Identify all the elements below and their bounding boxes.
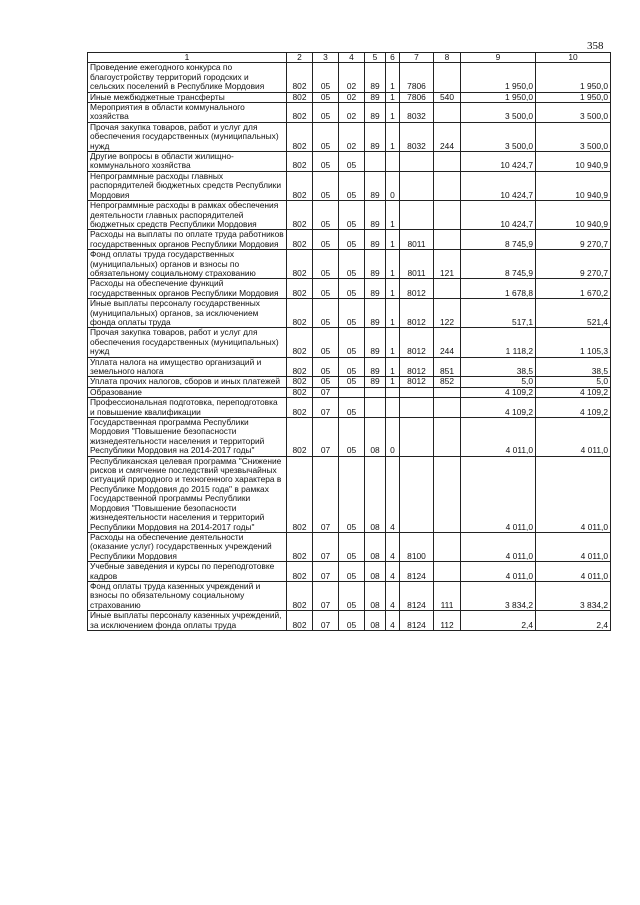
table-row: [88, 387, 611, 397]
table-row: [88, 299, 611, 328]
subsection-code-cell: 05: [339, 279, 365, 299]
amount-year-2-cell: 10 940,9: [536, 171, 611, 200]
table-row: [88, 103, 611, 123]
ministry-code-cell: 802: [287, 387, 313, 397]
expense-type-code-cell: [434, 201, 461, 230]
table-row: [88, 279, 611, 299]
ministry-code-cell: 802: [287, 398, 313, 418]
expense-type-code-cell: [434, 103, 461, 123]
program-code-cell: 89: [365, 122, 386, 151]
expense-name-cell: Расходы на обеспечение деятельности (оказание услуг) государственных учреждений Республики Мордовия: [88, 532, 287, 561]
amount-year-2-cell: 4 109,2: [536, 387, 611, 397]
direction-code-cell: [400, 171, 434, 200]
amount-year-2-cell: 9 270,7: [536, 230, 611, 250]
ministry-code-cell: 802: [287, 611, 313, 631]
direction-code-cell: 8012: [400, 377, 434, 387]
subsection-code-cell: 02: [339, 122, 365, 151]
column-header: 2: [287, 53, 313, 63]
amount-year-2-cell: 4 011,0: [536, 562, 611, 582]
amount-year-1-cell: 517,1: [461, 299, 536, 328]
amount-year-1-cell: 1 950,0: [461, 63, 536, 92]
table-row: [88, 328, 611, 357]
subsection-code-cell: 05: [339, 171, 365, 200]
section-code-cell: 07: [313, 387, 339, 397]
direction-code-cell: 8032: [400, 103, 434, 123]
direction-code-cell: 8124: [400, 562, 434, 582]
expense-type-code-cell: [434, 387, 461, 397]
subsection-code-cell: 02: [339, 92, 365, 102]
direction-code-cell: 8012: [400, 299, 434, 328]
ministry-code-cell: 802: [287, 122, 313, 151]
subprogram-code-cell: 1: [386, 357, 400, 377]
ministry-code-cell: 802: [287, 328, 313, 357]
amount-year-2-cell: 1 950,0: [536, 92, 611, 102]
ministry-code-cell: 802: [287, 92, 313, 102]
expense-type-code-cell: [434, 562, 461, 582]
section-code-cell: 07: [313, 562, 339, 582]
amount-year-2-cell: 4 109,2: [536, 398, 611, 418]
direction-code-cell: 7806: [400, 92, 434, 102]
expense-name-cell: Иные выплаты персоналу государственных (муниципальных) органов, за исключением фонда оплаты труда: [88, 299, 287, 328]
program-code-cell: [365, 152, 386, 172]
section-code-cell: 05: [313, 377, 339, 387]
program-code-cell: 89: [365, 299, 386, 328]
program-code-cell: 08: [365, 581, 386, 610]
subsection-code-cell: 05: [339, 299, 365, 328]
section-code-cell: 07: [313, 581, 339, 610]
expense-type-code-cell: 851: [434, 357, 461, 377]
direction-code-cell: 7806: [400, 63, 434, 92]
subprogram-code-cell: 4: [386, 611, 400, 631]
expense-name-cell: Прочая закупка товаров, работ и услуг для обеспечения государственных (муниципальных) нужд: [88, 122, 287, 151]
program-code-cell: [365, 387, 386, 397]
subsection-code-cell: 05: [339, 357, 365, 377]
subprogram-code-cell: 1: [386, 328, 400, 357]
expense-type-code-cell: [434, 63, 461, 92]
amount-year-2-cell: 1 950,0: [536, 63, 611, 92]
subprogram-code-cell: [386, 398, 400, 418]
direction-code-cell: [400, 152, 434, 172]
program-code-cell: 08: [365, 456, 386, 532]
program-code-cell: 08: [365, 611, 386, 631]
section-code-cell: 05: [313, 152, 339, 172]
subprogram-code-cell: 1: [386, 230, 400, 250]
column-header: 5: [365, 53, 386, 63]
section-code-cell: 05: [313, 357, 339, 377]
amount-year-1-cell: 1 678,8: [461, 279, 536, 299]
subprogram-code-cell: 1: [386, 63, 400, 92]
budget-table: [87, 52, 611, 631]
program-code-cell: 89: [365, 377, 386, 387]
ministry-code-cell: 802: [287, 377, 313, 387]
subsection-code-cell: 05: [339, 377, 365, 387]
section-code-cell: 05: [313, 171, 339, 200]
section-code-cell: 07: [313, 611, 339, 631]
direction-code-cell: 8012: [400, 357, 434, 377]
amount-year-2-cell: 10 940,9: [536, 201, 611, 230]
subprogram-code-cell: 4: [386, 562, 400, 582]
amount-year-2-cell: 38,5: [536, 357, 611, 377]
table-body: [88, 63, 611, 631]
amount-year-2-cell: 3 834,2: [536, 581, 611, 610]
amount-year-2-cell: 3 500,0: [536, 103, 611, 123]
subprogram-code-cell: 1: [386, 377, 400, 387]
expense-name-cell: Профессиональная подготовка, переподготовка и повышение квалификации: [88, 398, 287, 418]
subsection-code-cell: 05: [339, 562, 365, 582]
amount-year-2-cell: 521,4: [536, 299, 611, 328]
program-code-cell: 89: [365, 230, 386, 250]
expense-name-cell: Иные выплаты персоналу казенных учреждений, за исключением фонда оплаты труда: [88, 611, 287, 631]
expense-type-code-cell: 112: [434, 611, 461, 631]
amount-year-1-cell: 2,4: [461, 611, 536, 631]
program-code-cell: 08: [365, 562, 386, 582]
table-row: [88, 250, 611, 279]
subsection-code-cell: 05: [339, 328, 365, 357]
section-code-cell: 05: [313, 299, 339, 328]
ministry-code-cell: 802: [287, 63, 313, 92]
program-code-cell: 08: [365, 532, 386, 561]
amount-year-1-cell: 1 950,0: [461, 92, 536, 102]
amount-year-2-cell: 4 011,0: [536, 532, 611, 561]
ministry-code-cell: 802: [287, 299, 313, 328]
amount-year-1-cell: 3 500,0: [461, 122, 536, 151]
table-row: [88, 201, 611, 230]
amount-year-1-cell: 10 424,7: [461, 201, 536, 230]
subprogram-code-cell: 1: [386, 279, 400, 299]
amount-year-1-cell: 4 011,0: [461, 418, 536, 457]
table-row: [88, 418, 611, 457]
table-row: [88, 92, 611, 102]
ministry-code-cell: 802: [287, 279, 313, 299]
ministry-code-cell: 802: [287, 562, 313, 582]
subprogram-code-cell: [386, 387, 400, 397]
ministry-code-cell: 802: [287, 152, 313, 172]
amount-year-1-cell: 8 745,9: [461, 230, 536, 250]
expense-type-code-cell: [434, 279, 461, 299]
table-row: [88, 377, 611, 387]
direction-code-cell: [400, 456, 434, 532]
amount-year-2-cell: 9 270,7: [536, 250, 611, 279]
direction-code-cell: [400, 398, 434, 418]
direction-code-cell: 8011: [400, 230, 434, 250]
subsection-code-cell: 02: [339, 103, 365, 123]
subsection-code-cell: 02: [339, 63, 365, 92]
direction-code-cell: 8012: [400, 279, 434, 299]
table-row: [88, 171, 611, 200]
ministry-code-cell: 802: [287, 357, 313, 377]
subprogram-code-cell: 1: [386, 250, 400, 279]
program-code-cell: 89: [365, 171, 386, 200]
direction-code-cell: [400, 201, 434, 230]
program-code-cell: 89: [365, 201, 386, 230]
subsection-code-cell: 05: [339, 398, 365, 418]
section-code-cell: 05: [313, 122, 339, 151]
amount-year-1-cell: 38,5: [461, 357, 536, 377]
table-row: [88, 230, 611, 250]
table-row: [88, 63, 611, 92]
expense-type-code-cell: [434, 418, 461, 457]
subprogram-code-cell: 0: [386, 418, 400, 457]
direction-code-cell: 8100: [400, 532, 434, 561]
direction-code-cell: [400, 387, 434, 397]
subsection-code-cell: [339, 387, 365, 397]
amount-year-1-cell: 10 424,7: [461, 171, 536, 200]
subsection-code-cell: 05: [339, 418, 365, 457]
amount-year-1-cell: 1 118,2: [461, 328, 536, 357]
subprogram-code-cell: 4: [386, 532, 400, 561]
subsection-code-cell: 05: [339, 611, 365, 631]
amount-year-1-cell: 4 109,2: [461, 398, 536, 418]
expense-name-cell: Иные межбюджетные трансферты: [88, 92, 287, 102]
subsection-code-cell: 05: [339, 250, 365, 279]
subprogram-code-cell: 1: [386, 201, 400, 230]
ministry-code-cell: 802: [287, 418, 313, 457]
expense-type-code-cell: 122: [434, 299, 461, 328]
table-row: [88, 398, 611, 418]
table-row: [88, 357, 611, 377]
amount-year-1-cell: 3 834,2: [461, 581, 536, 610]
amount-year-1-cell: 8 745,9: [461, 250, 536, 279]
expense-type-code-cell: 244: [434, 122, 461, 151]
expense-type-code-cell: [434, 171, 461, 200]
direction-code-cell: 8124: [400, 611, 434, 631]
subsection-code-cell: 05: [339, 230, 365, 250]
amount-year-1-cell: 5,0: [461, 377, 536, 387]
expense-name-cell: Расходы на обеспечение функций государственных органов Республики Мордовия: [88, 279, 287, 299]
amount-year-2-cell: 2,4: [536, 611, 611, 631]
expense-name-cell: Уплата прочих налогов, сборов и иных платежей: [88, 377, 287, 387]
expense-name-cell: Образование: [88, 387, 287, 397]
amount-year-2-cell: 1 105,3: [536, 328, 611, 357]
column-header: 6: [386, 53, 400, 63]
expense-name-cell: Расходы на выплаты по оплате труда работников государственных органов Республики Мордовия: [88, 230, 287, 250]
amount-year-2-cell: 1 670,2: [536, 279, 611, 299]
expense-type-code-cell: [434, 456, 461, 532]
subprogram-code-cell: 4: [386, 581, 400, 610]
expense-type-code-cell: [434, 398, 461, 418]
amount-year-1-cell: 10 424,7: [461, 152, 536, 172]
direction-code-cell: 8124: [400, 581, 434, 610]
ministry-code-cell: 802: [287, 171, 313, 200]
table-row: [88, 581, 611, 610]
expense-name-cell: Другие вопросы в области жилищно-коммунального хозяйства: [88, 152, 287, 172]
table-row: [88, 122, 611, 151]
amount-year-1-cell: 4 011,0: [461, 456, 536, 532]
ministry-code-cell: 802: [287, 201, 313, 230]
amount-year-2-cell: 3 500,0: [536, 122, 611, 151]
subprogram-code-cell: 1: [386, 92, 400, 102]
section-code-cell: 05: [313, 103, 339, 123]
column-header: 8: [434, 53, 461, 63]
section-code-cell: 07: [313, 456, 339, 532]
expense-name-cell: Государственная программа Республики Мордовия "Повышение безопасности жизнедеятельности населения и территорий Республики Мордовия на 2014-2017 годы": [88, 418, 287, 457]
section-code-cell: 05: [313, 63, 339, 92]
subprogram-code-cell: 0: [386, 171, 400, 200]
expense-type-code-cell: [434, 230, 461, 250]
program-code-cell: 89: [365, 357, 386, 377]
amount-year-1-cell: 4 109,2: [461, 387, 536, 397]
amount-year-2-cell: 4 011,0: [536, 456, 611, 532]
program-code-cell: 89: [365, 250, 386, 279]
program-code-cell: 89: [365, 279, 386, 299]
column-header: 4: [339, 53, 365, 63]
column-header: 3: [313, 53, 339, 63]
direction-code-cell: [400, 418, 434, 457]
subsection-code-cell: 05: [339, 581, 365, 610]
amount-year-2-cell: 10 940,9: [536, 152, 611, 172]
section-code-cell: 05: [313, 201, 339, 230]
section-code-cell: 05: [313, 92, 339, 102]
amount-year-1-cell: 4 011,0: [461, 532, 536, 561]
subsection-code-cell: 05: [339, 456, 365, 532]
subsection-code-cell: 05: [339, 152, 365, 172]
subprogram-code-cell: 1: [386, 299, 400, 328]
section-code-cell: 07: [313, 418, 339, 457]
column-header: 7: [400, 53, 434, 63]
expense-name-cell: Проведение ежегодного конкурса по благоустройству территорий городских и сельских поселений в Республике Мордовия: [88, 63, 287, 92]
expense-name-cell: Республиканская целевая программа "Снижение рисков и смягчение последствий чрезвычайных ситуаций природного и техногенного характера в Республике Мордовия до 2015 года" в рамках Государственной программы Республики Мордовия "Повышение безопасности жизнедеятельности населения и территорий Республики Мордовия на 2014-2017 годы": [88, 456, 287, 532]
expense-name-cell: Фонд оплаты труда государственных (муниципальных) органов и взносы по обязательному социальному страхованию: [88, 250, 287, 279]
subsection-code-cell: 05: [339, 532, 365, 561]
ministry-code-cell: 802: [287, 581, 313, 610]
expense-name-cell: Непрограммные расходы главных распорядителей бюджетных средств Республики Мордовия: [88, 171, 287, 200]
expense-type-code-cell: 540: [434, 92, 461, 102]
amount-year-1-cell: 3 500,0: [461, 103, 536, 123]
subprogram-code-cell: [386, 152, 400, 172]
subsection-code-cell: 05: [339, 201, 365, 230]
expense-name-cell: Мероприятия в области коммунального хозяйства: [88, 103, 287, 123]
ministry-code-cell: 802: [287, 230, 313, 250]
program-code-cell: 89: [365, 103, 386, 123]
ministry-code-cell: 802: [287, 103, 313, 123]
table-row: [88, 456, 611, 532]
table-row: [88, 532, 611, 561]
program-code-cell: 89: [365, 92, 386, 102]
program-code-cell: 08: [365, 418, 386, 457]
program-code-cell: [365, 398, 386, 418]
table-row: [88, 152, 611, 172]
expense-type-code-cell: 121: [434, 250, 461, 279]
section-code-cell: 05: [313, 279, 339, 299]
section-code-cell: 05: [313, 250, 339, 279]
column-header: 1: [88, 53, 287, 63]
section-code-cell: 05: [313, 230, 339, 250]
expense-type-code-cell: [434, 152, 461, 172]
ministry-code-cell: 802: [287, 250, 313, 279]
program-code-cell: 89: [365, 328, 386, 357]
expense-type-code-cell: 244: [434, 328, 461, 357]
subprogram-code-cell: 1: [386, 122, 400, 151]
direction-code-cell: 8032: [400, 122, 434, 151]
expense-type-code-cell: 111: [434, 581, 461, 610]
amount-year-2-cell: 5,0: [536, 377, 611, 387]
expense-name-cell: Учебные заведения и курсы по переподготовке кадров: [88, 562, 287, 582]
subprogram-code-cell: 1: [386, 103, 400, 123]
table-row: [88, 562, 611, 582]
section-code-cell: 07: [313, 398, 339, 418]
subprogram-code-cell: 4: [386, 456, 400, 532]
expense-name-cell: Фонд оплаты труда казенных учреждений и взносы по обязательному социальному страхованию: [88, 581, 287, 610]
ministry-code-cell: 802: [287, 456, 313, 532]
direction-code-cell: 8012: [400, 328, 434, 357]
column-header: 9: [461, 53, 536, 63]
expense-name-cell: Прочая закупка товаров, работ и услуг для обеспечения государственных (муниципальных) нужд: [88, 328, 287, 357]
table-header-row: [88, 53, 611, 63]
column-header: 10: [536, 53, 611, 63]
expense-type-code-cell: 852: [434, 377, 461, 387]
expense-name-cell: Непрограммные расходы в рамках обеспечения деятельности главных распорядителей бюджетных средств Республики Мордовия: [88, 201, 287, 230]
expense-type-code-cell: [434, 532, 461, 561]
page-number: 358: [587, 40, 604, 52]
expense-name-cell: Уплата налога на имущество организаций и земельного налога: [88, 357, 287, 377]
amount-year-2-cell: 4 011,0: [536, 418, 611, 457]
direction-code-cell: 8011: [400, 250, 434, 279]
program-code-cell: 89: [365, 63, 386, 92]
section-code-cell: 07: [313, 532, 339, 561]
ministry-code-cell: 802: [287, 532, 313, 561]
amount-year-1-cell: 4 011,0: [461, 562, 536, 582]
section-code-cell: 05: [313, 328, 339, 357]
table-row: [88, 611, 611, 631]
